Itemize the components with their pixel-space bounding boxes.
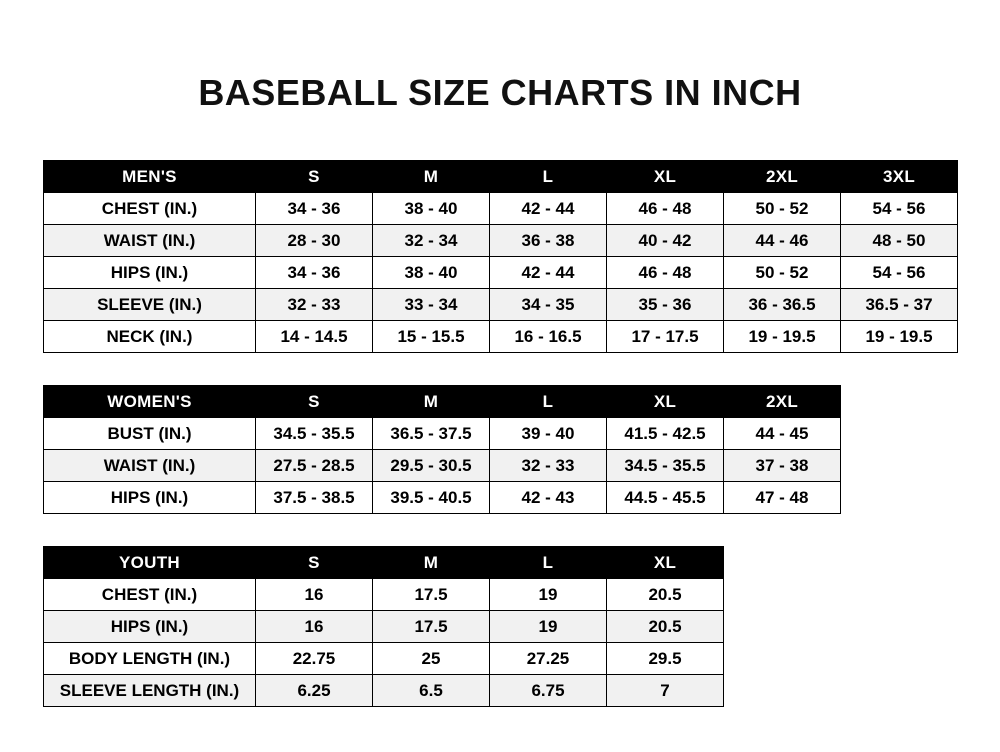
table-cell: 44 - 45 <box>724 418 841 450</box>
table-cell: 16 - 16.5 <box>490 321 607 353</box>
table-cell: 50 - 52 <box>724 193 841 225</box>
table-cell: 46 - 48 <box>607 193 724 225</box>
table-cell: 48 - 50 <box>841 225 958 257</box>
table-cell: 32 - 33 <box>490 450 607 482</box>
column-header: S <box>256 386 373 418</box>
table-cell: 32 - 33 <box>256 289 373 321</box>
table-row <box>44 611 724 643</box>
table-row <box>44 643 724 675</box>
table-cell: 19 <box>490 579 607 611</box>
table-cell: 29.5 - 30.5 <box>373 450 490 482</box>
table-cell: 34.5 - 35.5 <box>256 418 373 450</box>
column-header: L <box>490 161 607 193</box>
table-cell: 15 - 15.5 <box>373 321 490 353</box>
table-cell: 33 - 34 <box>373 289 490 321</box>
table-cell: 36 - 36.5 <box>724 289 841 321</box>
table-cell: 6.75 <box>490 675 607 707</box>
column-header: XL <box>607 386 724 418</box>
table-header-row <box>44 386 841 418</box>
table-header-row <box>44 547 724 579</box>
column-header: XL <box>607 161 724 193</box>
table-cell: 7 <box>607 675 724 707</box>
table-cell: 32 - 34 <box>373 225 490 257</box>
table-cell: 34 - 35 <box>490 289 607 321</box>
table-header-row <box>44 161 958 193</box>
table-cell: 39.5 - 40.5 <box>373 482 490 514</box>
row-label: BUST (IN.) <box>44 418 256 450</box>
row-label: CHEST (IN.) <box>44 579 256 611</box>
column-header: L <box>490 547 607 579</box>
table-cell: 44 - 46 <box>724 225 841 257</box>
table-cell: 50 - 52 <box>724 257 841 289</box>
womens-size-table <box>43 385 841 514</box>
table-cell: 35 - 36 <box>607 289 724 321</box>
table-cell: 36 - 38 <box>490 225 607 257</box>
mens-size-table <box>43 160 958 353</box>
row-label: BODY LENGTH (IN.) <box>44 643 256 675</box>
table-cell: 54 - 56 <box>841 257 958 289</box>
table-cell: 42 - 44 <box>490 257 607 289</box>
table-row <box>44 579 724 611</box>
table-row <box>44 418 841 450</box>
row-label: NECK (IN.) <box>44 321 256 353</box>
table-cell: 34 - 36 <box>256 193 373 225</box>
table-cell: 17 - 17.5 <box>607 321 724 353</box>
column-header: M <box>373 161 490 193</box>
table-cell: 40 - 42 <box>607 225 724 257</box>
table-cell: 27.5 - 28.5 <box>256 450 373 482</box>
table-cell: 54 - 56 <box>841 193 958 225</box>
table-cell: 42 - 44 <box>490 193 607 225</box>
table-cell: 37.5 - 38.5 <box>256 482 373 514</box>
table-cell: 38 - 40 <box>373 257 490 289</box>
column-header: XL <box>607 547 724 579</box>
table-cell: 36.5 - 37 <box>841 289 958 321</box>
table-cell: 6.5 <box>373 675 490 707</box>
table-cell: 16 <box>256 579 373 611</box>
table-cell: 20.5 <box>607 579 724 611</box>
column-header: 2XL <box>724 161 841 193</box>
page-title: BASEBALL SIZE CHARTS IN INCH <box>198 72 802 113</box>
column-header: WOMEN'S <box>44 386 256 418</box>
table-row <box>44 225 958 257</box>
table-cell: 41.5 - 42.5 <box>607 418 724 450</box>
mens-size-table-block <box>43 160 957 353</box>
table-cell: 29.5 <box>607 643 724 675</box>
table-cell: 39 - 40 <box>490 418 607 450</box>
table-cell: 25 <box>373 643 490 675</box>
column-header: 3XL <box>841 161 958 193</box>
table-cell: 38 - 40 <box>373 193 490 225</box>
table-cell: 22.75 <box>256 643 373 675</box>
table-cell: 19 - 19.5 <box>841 321 958 353</box>
table-cell: 28 - 30 <box>256 225 373 257</box>
row-label: HIPS (IN.) <box>44 611 256 643</box>
table-cell: 37 - 38 <box>724 450 841 482</box>
table-cell: 44.5 - 45.5 <box>607 482 724 514</box>
column-header: L <box>490 386 607 418</box>
row-label: SLEEVE (IN.) <box>44 289 256 321</box>
row-label: HIPS (IN.) <box>44 482 256 514</box>
table-row <box>44 321 958 353</box>
table-cell: 6.25 <box>256 675 373 707</box>
table-cell: 14 - 14.5 <box>256 321 373 353</box>
table-row <box>44 257 958 289</box>
column-header: S <box>256 161 373 193</box>
row-label: SLEEVE LENGTH (IN.) <box>44 675 256 707</box>
table-cell: 36.5 - 37.5 <box>373 418 490 450</box>
column-header: MEN'S <box>44 161 256 193</box>
table-row <box>44 482 841 514</box>
table-cell: 27.25 <box>490 643 607 675</box>
tables-container <box>0 160 1000 707</box>
youth-size-table <box>43 546 724 707</box>
table-cell: 34.5 - 35.5 <box>607 450 724 482</box>
womens-size-table-block <box>43 385 957 514</box>
table-cell: 20.5 <box>607 611 724 643</box>
youth-size-table-block <box>43 546 957 707</box>
table-cell: 17.5 <box>373 611 490 643</box>
table-cell: 16 <box>256 611 373 643</box>
table-row <box>44 450 841 482</box>
table-row <box>44 289 958 321</box>
table-cell: 17.5 <box>373 579 490 611</box>
table-cell: 34 - 36 <box>256 257 373 289</box>
table-row <box>44 193 958 225</box>
table-cell: 19 <box>490 611 607 643</box>
table-cell: 46 - 48 <box>607 257 724 289</box>
column-header: S <box>256 547 373 579</box>
row-label: CHEST (IN.) <box>44 193 256 225</box>
column-header: 2XL <box>724 386 841 418</box>
table-cell: 42 - 43 <box>490 482 607 514</box>
row-label: HIPS (IN.) <box>44 257 256 289</box>
column-header: M <box>373 547 490 579</box>
table-cell: 19 - 19.5 <box>724 321 841 353</box>
column-header: M <box>373 386 490 418</box>
table-cell: 47 - 48 <box>724 482 841 514</box>
row-label: WAIST (IN.) <box>44 225 256 257</box>
column-header: YOUTH <box>44 547 256 579</box>
row-label: WAIST (IN.) <box>44 450 256 482</box>
table-row <box>44 675 724 707</box>
